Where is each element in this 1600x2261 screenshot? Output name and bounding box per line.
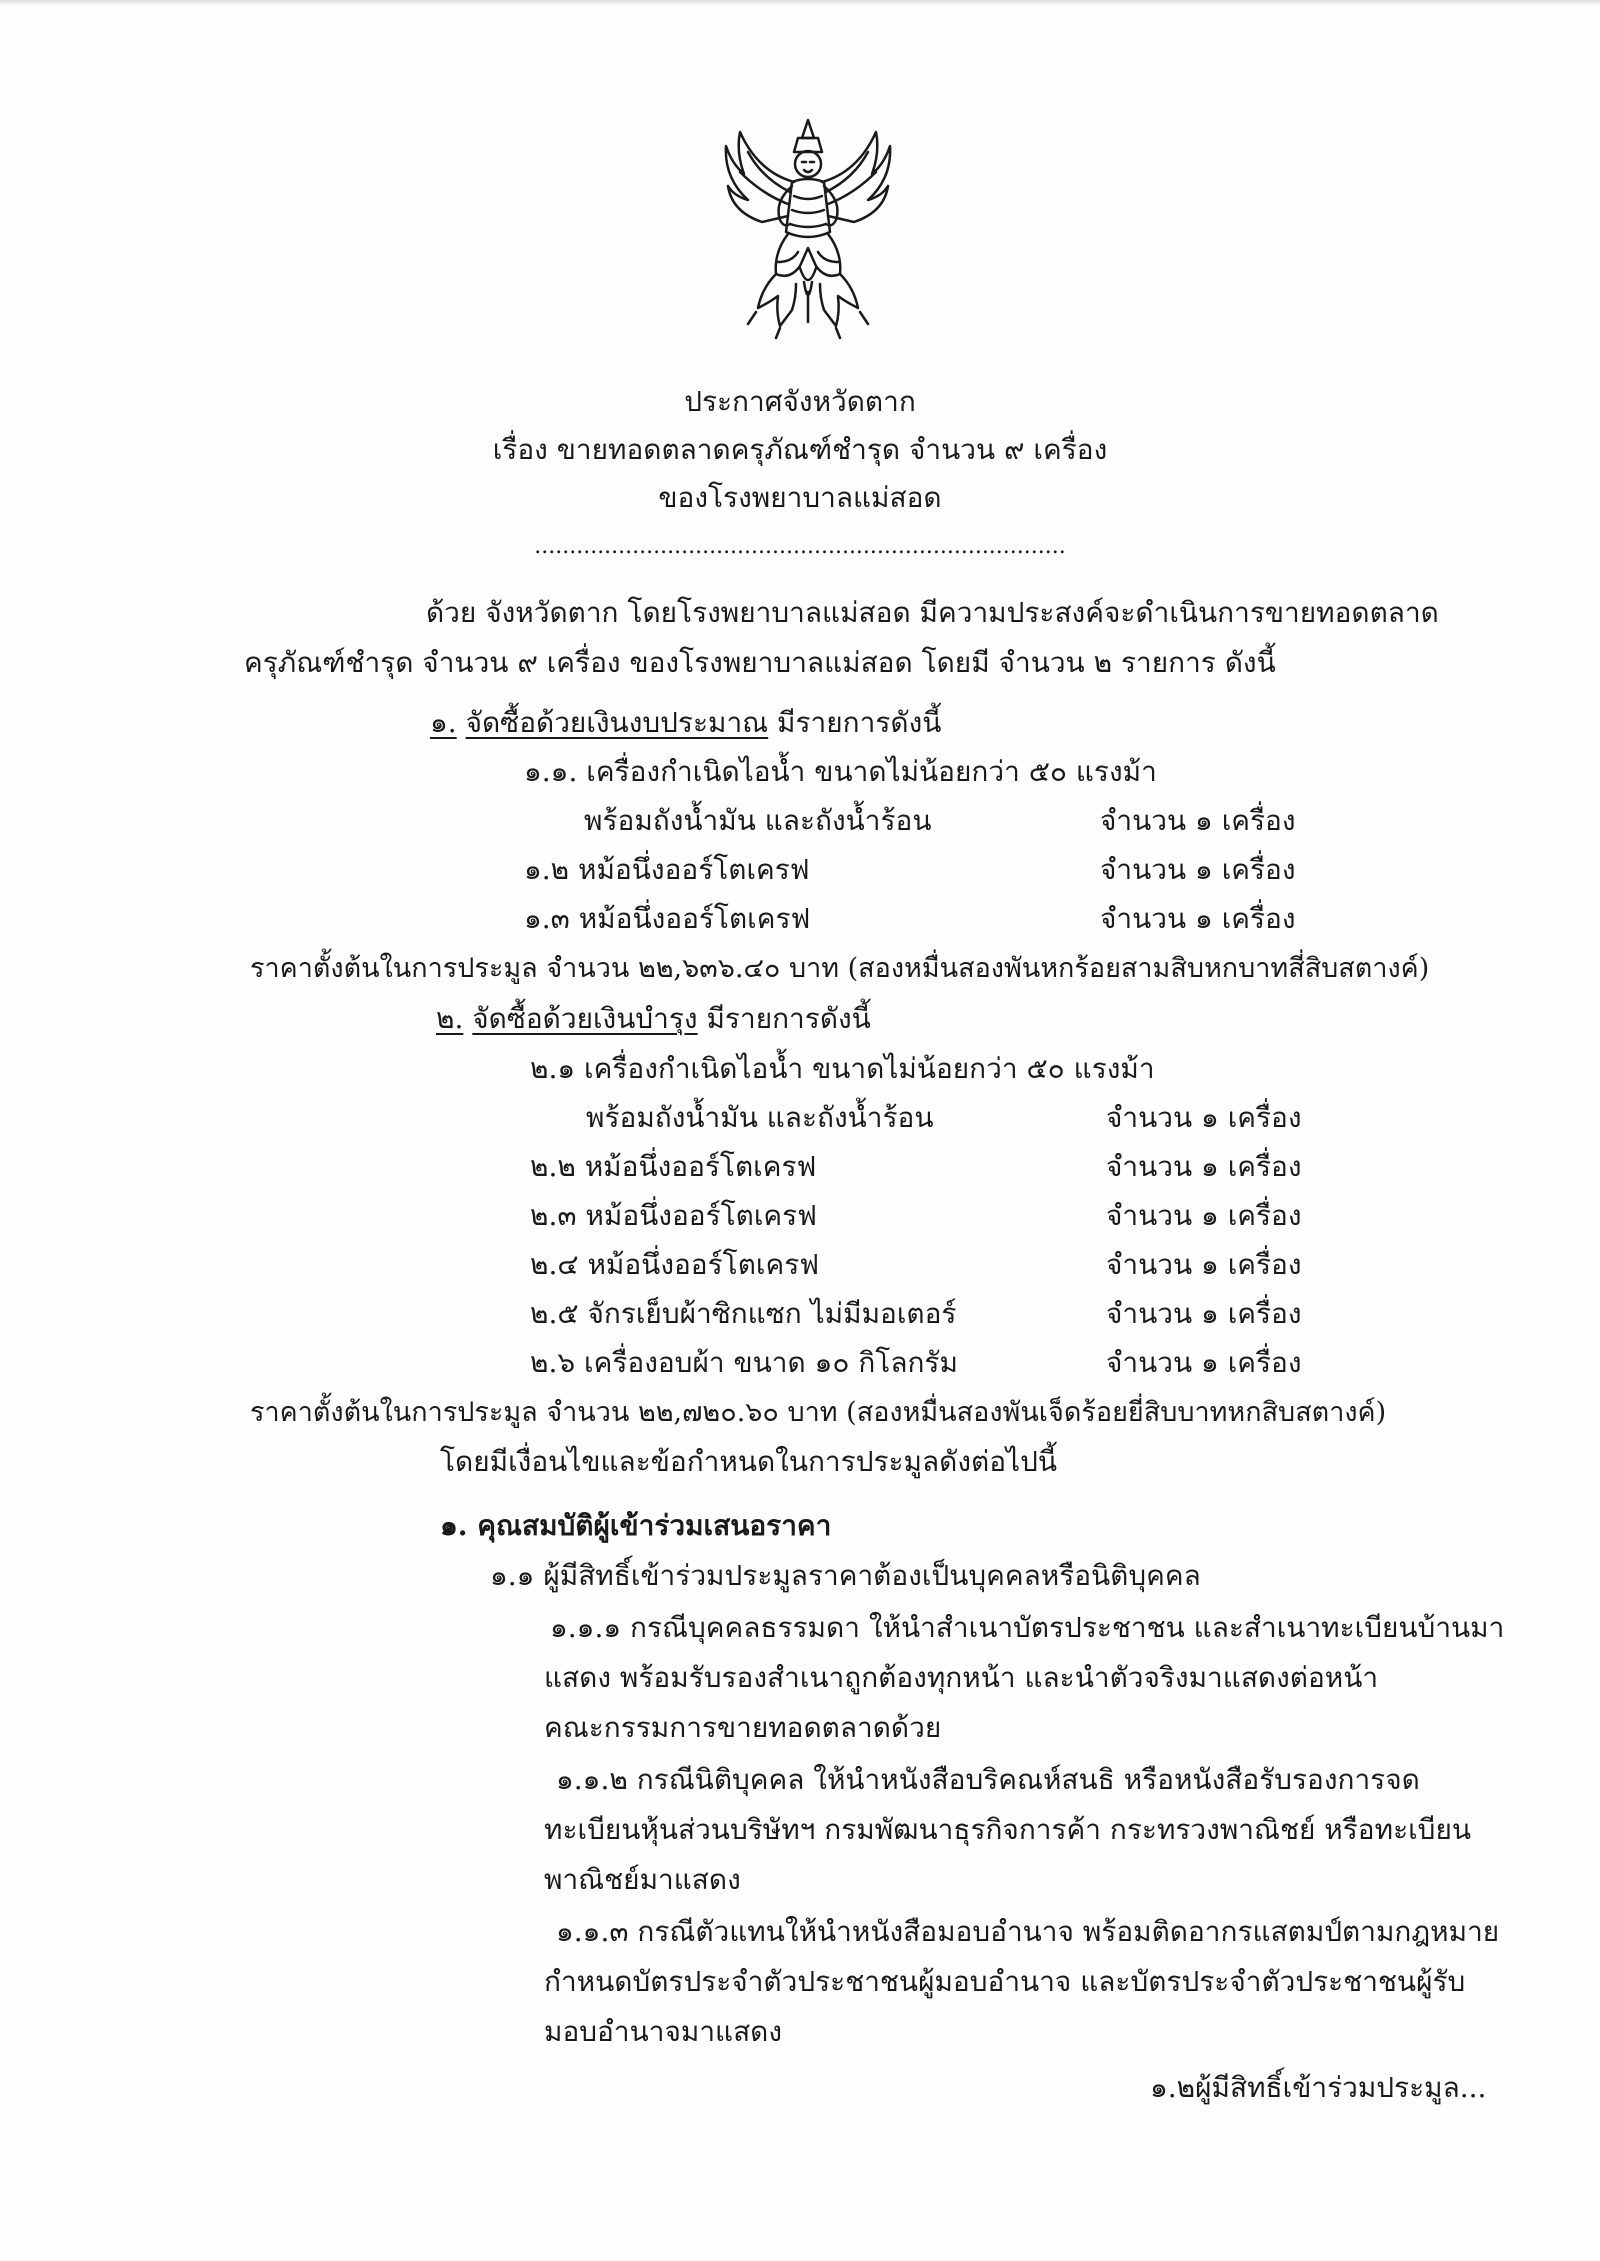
- section-2-item-qty: จำนวน ๑ เครื่อง: [1106, 1101, 1302, 1134]
- section-2-item: ๒.๑ เครื่องกำเนิดไอน้ำ ขนาดไม่น้อยกว่า ๕๐ แรงม้า: [530, 1052, 1155, 1085]
- announcement-subject-cont: ของโรงพยาบาลแม่สอด: [658, 481, 942, 514]
- section-1-item: ๑.๓ หม้อนึ่งออร์โตเครฟ: [524, 902, 811, 935]
- section-1-item: พร้อมถังน้ำมัน และถังน้ำร้อน: [584, 804, 932, 837]
- section-2-item-qty: จำนวน ๑ เครื่อง: [1106, 1150, 1302, 1183]
- paragraph-1-1-2: ทะเบียนหุ้นส่วนบริษัทฯ กรมพัฒนาธุรกิจการค้า กระทรวงพาณิชย์ หรือทะเบียน: [544, 1813, 1471, 1846]
- section-2-item: ๒.๔ หม้อนึ่งออร์โตเครฟ: [530, 1248, 820, 1281]
- paragraph-1-1-3: กำหนดบัตรประจำตัวประชาชนผู้มอบอำนาจ และบัตรประจำตัวประชาชนผู้รับ: [544, 1965, 1466, 1998]
- section-2-item: ๒.๕ จักรเย็บผ้าซิกแซก ไม่มีมอเตอร์: [530, 1297, 957, 1330]
- announcement-subject: เรื่อง ขายทอดตลาดครุภัณฑ์ชำรุด จำนวน ๙ เครื่อง: [492, 433, 1108, 466]
- section-2-item-qty: จำนวน ๑ เครื่อง: [1106, 1297, 1302, 1330]
- paragraph-1-1-3: มอบอำนาจมาแสดง: [544, 2015, 783, 2048]
- section-1-title-tail: มีรายการดังนี้: [768, 706, 942, 739]
- section-1-title: จัดซื้อด้วยเงินงบประมาณ: [465, 706, 769, 739]
- garuda-emblem-icon: [718, 112, 898, 342]
- section-2-item: ๒.๖ เครื่องอบผ้า ขนาด ๑๐ กิโลกรัม: [530, 1346, 958, 1379]
- section-2-price: ราคาตั้งต้นในการประมูล จำนวน ๒๒,๗๒๐.๖๐ บาท (สองหมื่นสองพันเจ็ดร้อยยี่สิบบาทหกสิบสตางค์): [250, 1397, 1387, 1428]
- paragraph-1-1-1: ๑.๑.๑ กรณีบุคคลธรรมดา ให้นำสำเนาบัตรประชาชน และสำเนาทะเบียนบ้านมา: [550, 1611, 1505, 1644]
- section-2-title-tail: มีรายการดังนี้: [697, 1002, 871, 1035]
- section-2-item: ๒.๒ หม้อนึ่งออร์โตเครฟ: [530, 1150, 817, 1183]
- section-2-item-qty: จำนวน ๑ เครื่อง: [1106, 1248, 1302, 1281]
- section-2-title: จัดซื้อด้วยเงินบำรุง: [472, 1002, 698, 1035]
- intro-line-2: ครุภัณฑ์ชำรุด จำนวน ๙ เครื่อง ของโรงพยาบาลแม่สอด โดยมี จำนวน ๒ รายการ ดังนี้: [244, 646, 1276, 679]
- section-1-item-qty: จำนวน ๑ เครื่อง: [1100, 902, 1296, 935]
- section-2-number: ๒.: [436, 1002, 464, 1035]
- scan-edge: [0, 0, 1600, 6]
- qualifications-heading: ๑. คุณสมบัติผู้เข้าร่วมเสนอราคา: [440, 1509, 832, 1542]
- paragraph-1-1-1: คณะกรรมการขายทอดตลาดด้วย: [544, 1711, 942, 1744]
- section-1-heading: [430, 704, 941, 742]
- section-1-number: ๑.: [430, 706, 457, 739]
- paragraph-1-1-1: แสดง พร้อมรับรองสำเนาถูกต้องทุกหน้า และนำตัวจริงมาแสดงต่อหน้า: [544, 1661, 1379, 1694]
- announcement-title: ประกาศจังหวัดตาก: [684, 385, 916, 418]
- qualification-1-1: ๑.๑ ผู้มีสิทธิ์เข้าร่วมประมูลราคาต้องเป็นบุคคลหรือนิติบุคคล: [490, 1559, 1201, 1592]
- separator-dots: ............................................................................: [534, 534, 1066, 559]
- section-2-item-qty: จำนวน ๑ เครื่อง: [1106, 1346, 1302, 1379]
- section-2-heading: [436, 1000, 871, 1038]
- section-2-item: ๒.๓ หม้อนึ่งออร์โตเครฟ: [530, 1199, 817, 1232]
- page-continuation: ๑.๒ผู้มีสิทธิ์เข้าร่วมประมูล...: [1150, 2071, 1487, 2104]
- section-1-item: ๑.๑. เครื่องกำเนิดไอน้ำ ขนาดไม่น้อยกว่า ๕๐ แรงม้า: [524, 755, 1157, 788]
- paragraph-1-1-3: ๑.๑.๓ กรณีตัวแทนให้นำหนังสือมอบอำนาจ พร้อมติดอากรแสตมป์ตามกฎหมาย: [556, 1915, 1500, 1948]
- section-1-item: ๑.๒ หม้อนึ่งออร์โตเครฟ: [524, 853, 810, 886]
- paragraph-1-1-2: ๑.๑.๒ กรณีนิติบุคคล ให้นำหนังสือบริคณห์สนธิ หรือหนังสือรับรองการจด: [556, 1763, 1420, 1796]
- intro-line-1: ด้วย จังหวัดตาก โดยโรงพยาบาลแม่สอด มีความประสงค์จะดำเนินการขายทอดตลาด: [426, 596, 1439, 629]
- paragraph-1-1-2: พาณิชย์มาแสดง: [544, 1863, 741, 1896]
- conditions-intro: โดยมีเงื่อนไขและข้อกำหนดในการประมูลดังต่อไปนี้: [440, 1445, 1058, 1478]
- section-1-item-qty: จำนวน ๑ เครื่อง: [1100, 853, 1296, 886]
- section-2-item-qty: จำนวน ๑ เครื่อง: [1106, 1199, 1302, 1232]
- section-1-price: ราคาตั้งต้นในการประมูล จำนวน ๒๒,๖๓๖.๔๐ บาท (สองหมื่นสองพันหกร้อยสามสิบหกบาทสี่สิบสตางค์): [250, 953, 1430, 984]
- section-2-item: พร้อมถังน้ำมัน และถังน้ำร้อน: [586, 1101, 934, 1134]
- section-1-item-qty: จำนวน ๑ เครื่อง: [1100, 804, 1296, 837]
